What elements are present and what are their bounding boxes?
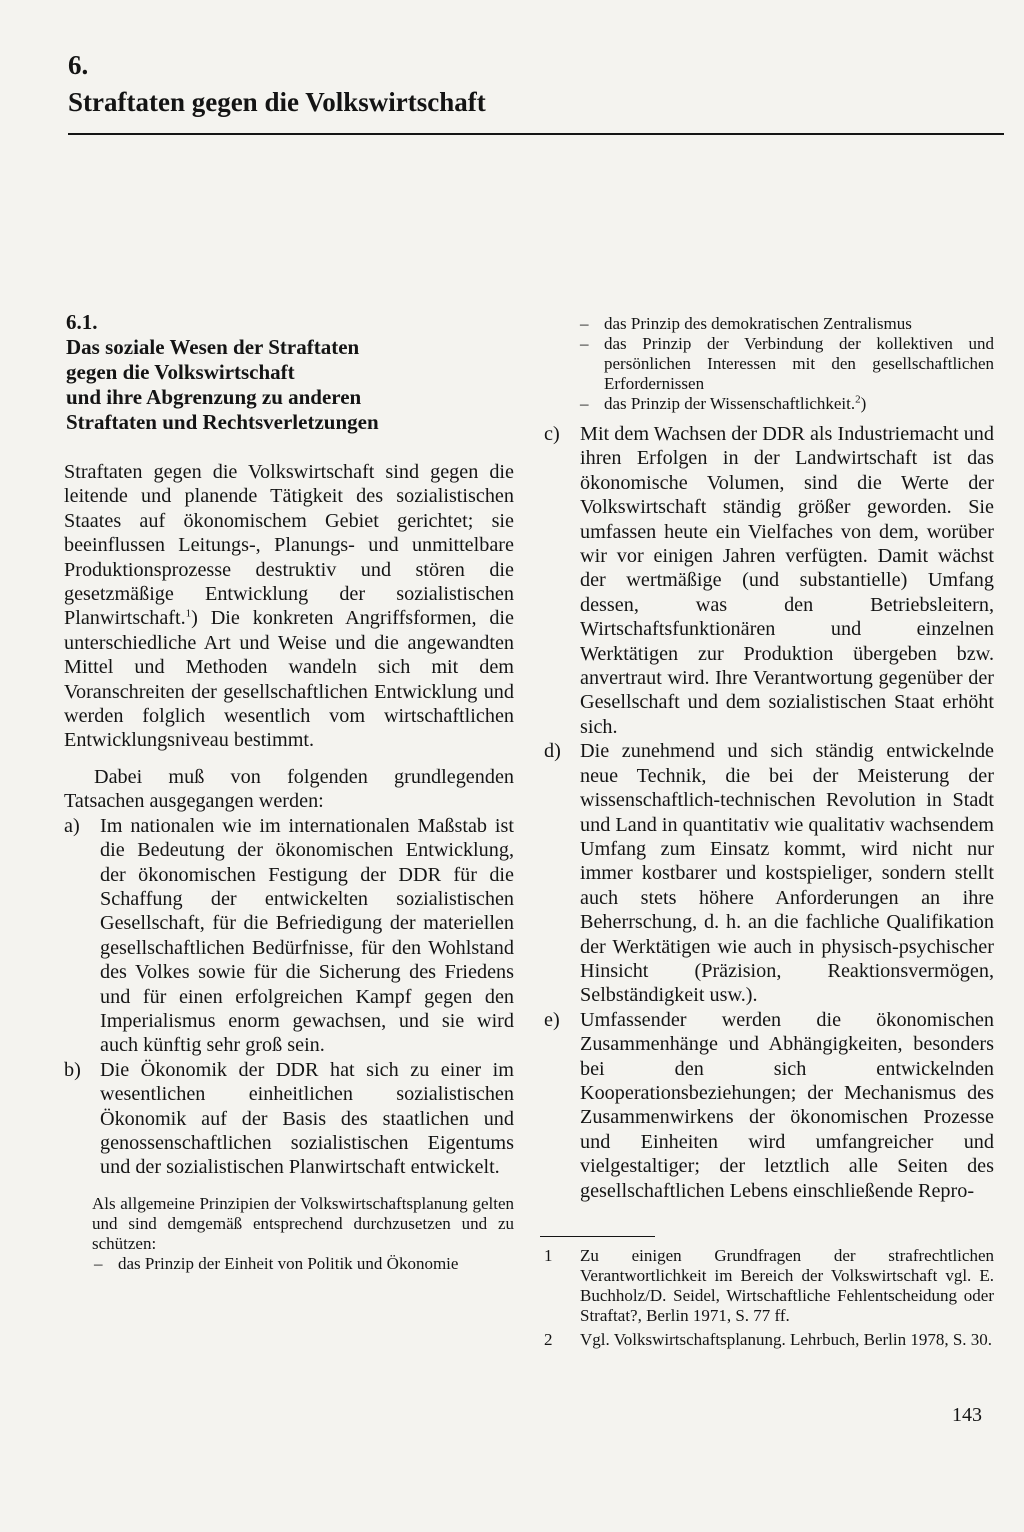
footnote-1	[544, 1246, 994, 1326]
section-title-line-2: gegen die Volkswirtschaft	[66, 360, 295, 384]
footnotes	[544, 1246, 994, 1350]
footnote-rule	[540, 1236, 655, 1237]
page-number: 143	[952, 1404, 982, 1426]
list-text-b: Die Ökonomik der DDR hat sich zu einer im wesentlichen einheitlichen sozialistischen Ökonomik auf der Basis des staatlichen und genossenschaftlichen sozialistischen Eigentums und der sozialistischen Planwirtschaft entwickelt.	[100, 1058, 514, 1179]
intro-paragraph: Straftaten gegen die Volkswirtschaft sind gegen die leitende und planende Tätigkeit des sozialistischen Staates auf ökonomischem Gebiet gerichtet; sie beeinflussen Leitungs-, Planungs- und unmittelbare Produktionsprozesse destruktiv und stören die gesetzmäßige Entwicklung der sozialistischen Planwirtschaft.$^1$) Die konkreten Angriffsformen, die unterschiedliche Art und Weise und die angewandten Mittel und Methoden wandeln sich mit dem Voranschreiten der gesellschaftlichen Entwicklung und werden folglich wesentlich vom wirtschaftlichen Entwicklungsniveau bestimmt.	[64, 461, 514, 752]
list-label-e: e)	[544, 1008, 560, 1031]
chapter-rule	[68, 133, 1004, 135]
principle-item-3: – das Prinzip der Verbindung der kollektiven und persönlichen Interessen mit den gesellschaftlichen Erfordernissen	[578, 334, 994, 394]
footnote-ref-2: 2	[855, 393, 861, 406]
chapter-title: Straftaten gegen die Volkswirtschaft	[68, 87, 486, 117]
footnote-ref-1: 1	[185, 607, 192, 620]
list-text-d: Die zunehmend und sich ständig entwickelnde neue Technik, die bei der Meisterung der wissenschaftlich-technischen Revolution in Stadt und Land in quantitativ wie qualitativ wachsendem Umfang zum Einsatz kommt, wird nicht nur immer kostbarer und kostspieliger, sondern stellt auch stets höhere Anforderungen an ihre Beherrschung, d. h. an die fachliche Qualifikation der Werktätigen wie auch in physisch-psychischer Hinsicht (Präzision, Reaktionsvermögen, Selbständigkeit usw.).	[580, 740, 994, 1007]
principle-item-4: – das Prinzip der Wissenschaftlichkeit.$^2$)	[578, 394, 994, 414]
list-label-b: b)	[64, 1058, 81, 1081]
section-number: 6.1.	[66, 310, 98, 334]
footnote-2	[544, 1330, 994, 1350]
list-text-e: Umfassender werden die ökonomischen Zusammenhänge und Abhängigkeiten, besonders bei den sich entwickelnden Kooperationsbeziehungen; der Mechanismus des Zusammenwirkens der ökonomischen Prozesse und Einheiten wird umfangreicher und vielgestaltiger; der letztlich alle Seiten des gesellschaftlichen Lebens einschließende Repro-	[580, 1008, 994, 1202]
footnote-number-2: 2	[544, 1330, 553, 1349]
list-text-c: Mit dem Wachsen der DDR als Industriemacht und ihren Erfolgen in der Landwirtschaft ist das ökonomische Volumen, sind die Werte der Volkswirtschaft ständig größer geworden. Sie umfassen heute ein Vielfaches von dem, worüber wir vor einigen Jahren verfügten. Damit wächst der wertmäßige (und substantielle) Umfang dessen, was den Betriebsleitern, Wirtschaftsfunktionären und einzelnen Werktätigen zur Produktion übergeben bzw. anvertraut wird. Ihre Verantwortung gegenüber der Gesellschaft und dem sozialistischen Staat erhöht sich.	[580, 423, 994, 738]
footnote-text-1: Zu einigen Grundfragen der strafrechtlichen Verantwortlichkeit im Bereich der Volkswirtschaft vgl. E. Buchholz/D. Seidel, Wirtschaftliche Fehlentscheidung oder Straftat?, Berlin 1971, S. 77 ff.	[580, 1246, 994, 1325]
list-item-b	[64, 1058, 514, 1180]
list-item-a	[64, 814, 514, 1058]
list-item-c	[544, 422, 994, 739]
footnote-text-2: Vgl. Volkswirtschaftsplanung. Lehrbuch, Berlin 1978, S. 30.	[580, 1330, 993, 1349]
principles-block	[64, 1194, 514, 1274]
right-column	[544, 314, 994, 1203]
section-heading	[66, 310, 536, 435]
section-title-line-4: Straftaten und Rechtsverletzungen	[66, 410, 379, 434]
intro-text: Straftaten gegen die Volkswirtschaft sind gegen die leitende und planende Tätigkeit des sozialistischen Staates auf ökonomischem Gebiet gerichtet; sie beeinflussen Leitungs-, Planungs- und unmittelbare Produktionsprozesse destruktiv und stören die gesetzmäßige Entwicklung der sozialistischen Planwirtschaft.	[64, 461, 514, 630]
list-label-a: a)	[64, 814, 80, 837]
lead-paragraph: Dabei muß von folgenden grundlegenden Tatsachen ausgegangen werden:	[64, 765, 514, 813]
principles-intro: Als allgemeine Prinzipien der Volkswirtschaftsplanung gelten und sind demgemäß entsprechend durchzusetzen und zu schützen:	[92, 1193, 514, 1253]
footnote-number-1: 1	[544, 1246, 553, 1265]
principle-item-1: – das Prinzip der Einheit von Politik und Ökonomie	[92, 1254, 514, 1274]
principle-item-2: – das Prinzip des demokratischen Zentralismus	[578, 314, 994, 334]
intro-continuation: Die konkreten Angriffsformen, die unterschiedliche Art und Weise und die angewandten Mittel und Methoden wandeln sich mit dem Voranschreiten der gesellschaftlichen Entwicklung und werden folglich wesentlich vom wirtschaftlichen Entwicklungsniveau bestimmt.	[64, 607, 514, 752]
list-item-d	[544, 739, 994, 1007]
section-title-line-1: Das soziale Wesen der Straftaten	[66, 335, 360, 359]
list-label-d: d)	[544, 740, 561, 763]
chapter-number: 6.	[68, 50, 89, 80]
section-title-line-3: und ihre Abgrenzung zu anderen	[66, 385, 362, 409]
list-item-e	[544, 1008, 994, 1203]
list-label-c: c)	[544, 423, 560, 445]
list-text-a: Im nationalen wie im internationalen Maßstab ist die Bedeutung der ökonomischen Entwicklung, der ökonomischen Festigung der DDR für die Schaffung der entwickelten sozialistischen Gesellschaft, für die Befriedigung der materiellen gesellschaftlichen Bedürfnisse, für den Wohlstand des Volkes sowie für die Sicherung des Friedens und für einen erfolgreichen Kampf gegen den Imperialismus enorm gewachsen, und sie wird auch künftig sehr groß sein.	[100, 814, 514, 1057]
principles-continued	[544, 314, 994, 414]
left-column	[64, 460, 514, 1274]
